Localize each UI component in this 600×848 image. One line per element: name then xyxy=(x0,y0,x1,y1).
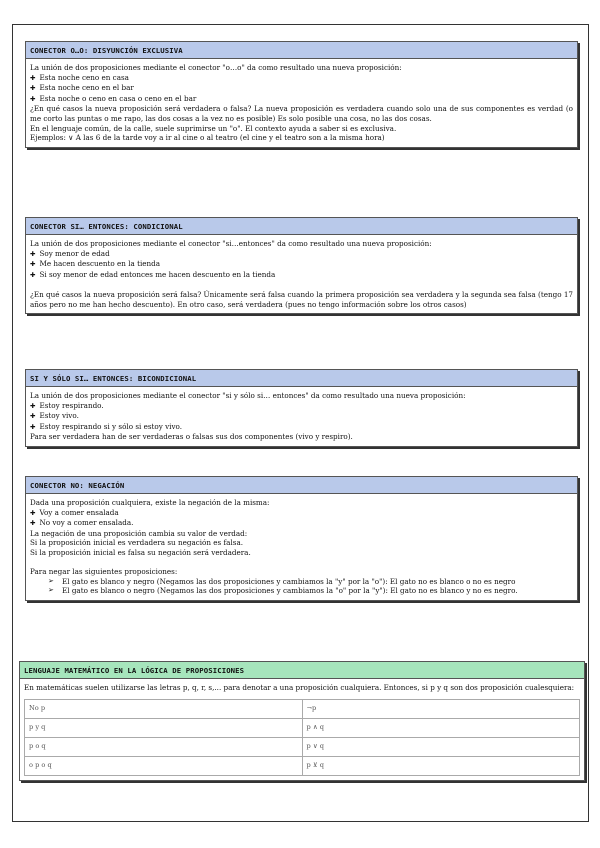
list-item xyxy=(30,586,573,596)
table-row xyxy=(25,699,580,718)
table-cell: ¬p xyxy=(302,699,580,718)
table-row xyxy=(25,718,580,737)
list-item: ✚ Estoy respirando si y sólo si estoy vivo. xyxy=(30,422,573,433)
table-cell: p ⊻ q xyxy=(302,756,580,775)
section-title: CONECTOR NO: NEGACIÓN xyxy=(26,477,577,494)
table-cell: p o q xyxy=(25,737,303,756)
list-item: ✚ Esta noche o ceno en casa o ceno en el bar xyxy=(30,94,573,105)
section-question: ¿En qué casos la nueva proposición será verdadera o falsa? La nueva proposición es verdadera cuando solo una de sus componentes es verdad (o me corto las puntas o me rapo, las dos cosas a la vez no es posible) Es solo posible una cosa, no las dos cosas. xyxy=(30,104,573,123)
section-title: CONECTOR O…O: DISYUNCIÓN EXCLUSIVA xyxy=(26,42,577,59)
section-note: En el lenguaje común, de la calle, suele suprimirse un "o". El contexto ayuda a saber si es exclusiva. xyxy=(30,123,397,133)
notation-table xyxy=(24,699,580,776)
table-cell: No p xyxy=(25,699,303,718)
section-question: ¿En qué casos la nueva proposición será falsa? Únicamente será falsa cuando la primera proposición sea verdadera y la segunda sea falsa (tengo 17 años pero no me han hecho descuento). En otro caso, será verdadera (pues no tengo información sobre los otros casos) xyxy=(30,289,573,309)
arrow-bullet-icon: ➢ xyxy=(48,586,54,595)
exercise-text: El gato es blanco o negro (Negamos las dos proposiciones y cambiamos la "o" por la "y"): El gato no es blanco y no es negro. xyxy=(62,586,518,596)
section-example: Ejemplos: ∨ A las 6 de la tarde voy a ir al cine o al teatro (el cine y el teatro son a la misma hora) xyxy=(30,133,385,143)
list-item: ✚ Esta noche ceno en casa xyxy=(30,73,573,84)
list-item: ✚ No voy a comer ensalada. xyxy=(30,518,573,529)
document-page xyxy=(12,24,589,822)
table-row xyxy=(25,737,580,756)
conditional-section xyxy=(25,217,578,314)
section-intro: En matemáticas suelen utilizarse las letras p, q, r, s,... para denotar a una proposición cualquiera. Entonces, si p y q son dos proposición cualesquiera: xyxy=(24,683,575,692)
text-line: Si la proposición inicial es verdadera su negación es falsa. xyxy=(30,538,244,548)
list-item: ✚ Soy menor de edad xyxy=(30,249,573,260)
list-item: ✚ Esta noche ceno en el bar xyxy=(30,83,573,94)
xor-section xyxy=(25,41,578,148)
text-line: La negación de una proposición cambia su valor de verdad: xyxy=(30,528,248,538)
list-item: ✚ Estoy vivo. xyxy=(30,411,573,422)
list-item xyxy=(30,577,573,587)
arrow-bullet-icon: ➢ xyxy=(48,576,54,585)
section-intro: Dada una proposición cualquiera, existe la negación de la misma: xyxy=(30,498,270,507)
math-language-section xyxy=(19,661,585,781)
list-item: ✚ Si soy menor de edad entonces me hacen descuento en la tienda xyxy=(30,270,573,281)
section-intro: La unión de dos proposiciones mediante el conector "si y sólo si… entonces" da como resultado una nueva proposición: xyxy=(30,391,466,400)
list-item: ✚ Me hacen descuento en la tienda xyxy=(30,259,573,270)
list-item: ✚ Voy a comer ensalada xyxy=(30,508,573,519)
section-intro: La unión de dos proposiciones mediante el conector "si…entonces" da como resultado una nueva proposición: xyxy=(30,239,432,248)
table-cell: o p o q xyxy=(25,756,303,775)
exercise-intro: Para negar las siguientes proposiciones: xyxy=(30,567,178,577)
exercise-text: El gato es blanco y negro (Negamos las dos proposiciones y cambiamos la "y" por la "o"): El gato no es blanco o no es negro xyxy=(62,576,516,586)
biconditional-section xyxy=(25,369,578,447)
text-line: Si la proposición inicial es falsa su negación será verdadera. xyxy=(30,547,251,557)
list-item: ✚ Estoy respirando. xyxy=(30,401,573,412)
table-cell: p ∧ q xyxy=(302,718,580,737)
section-intro: La unión de dos proposiciones mediante el conector "o…o" da como resultado una nueva proposición: xyxy=(30,63,402,72)
section-title: LENGUAJE MATEMÁTICO EN LA LÓGICA DE PROPOSICIONES xyxy=(20,662,584,679)
section-title: SI Y SÓLO SI… ENTONCES: BICONDICIONAL xyxy=(26,370,577,387)
table-cell: p y q xyxy=(25,718,303,737)
negation-section xyxy=(25,476,578,601)
table-cell: p ∨ q xyxy=(302,737,580,756)
section-closing: Para ser verdadera han de ser verdaderas o falsas sus dos componentes (vivo y respiro). xyxy=(30,432,353,442)
section-title: CONECTOR SI… ENTONCES: CONDICIONAL xyxy=(26,218,577,235)
table-row xyxy=(25,756,580,775)
